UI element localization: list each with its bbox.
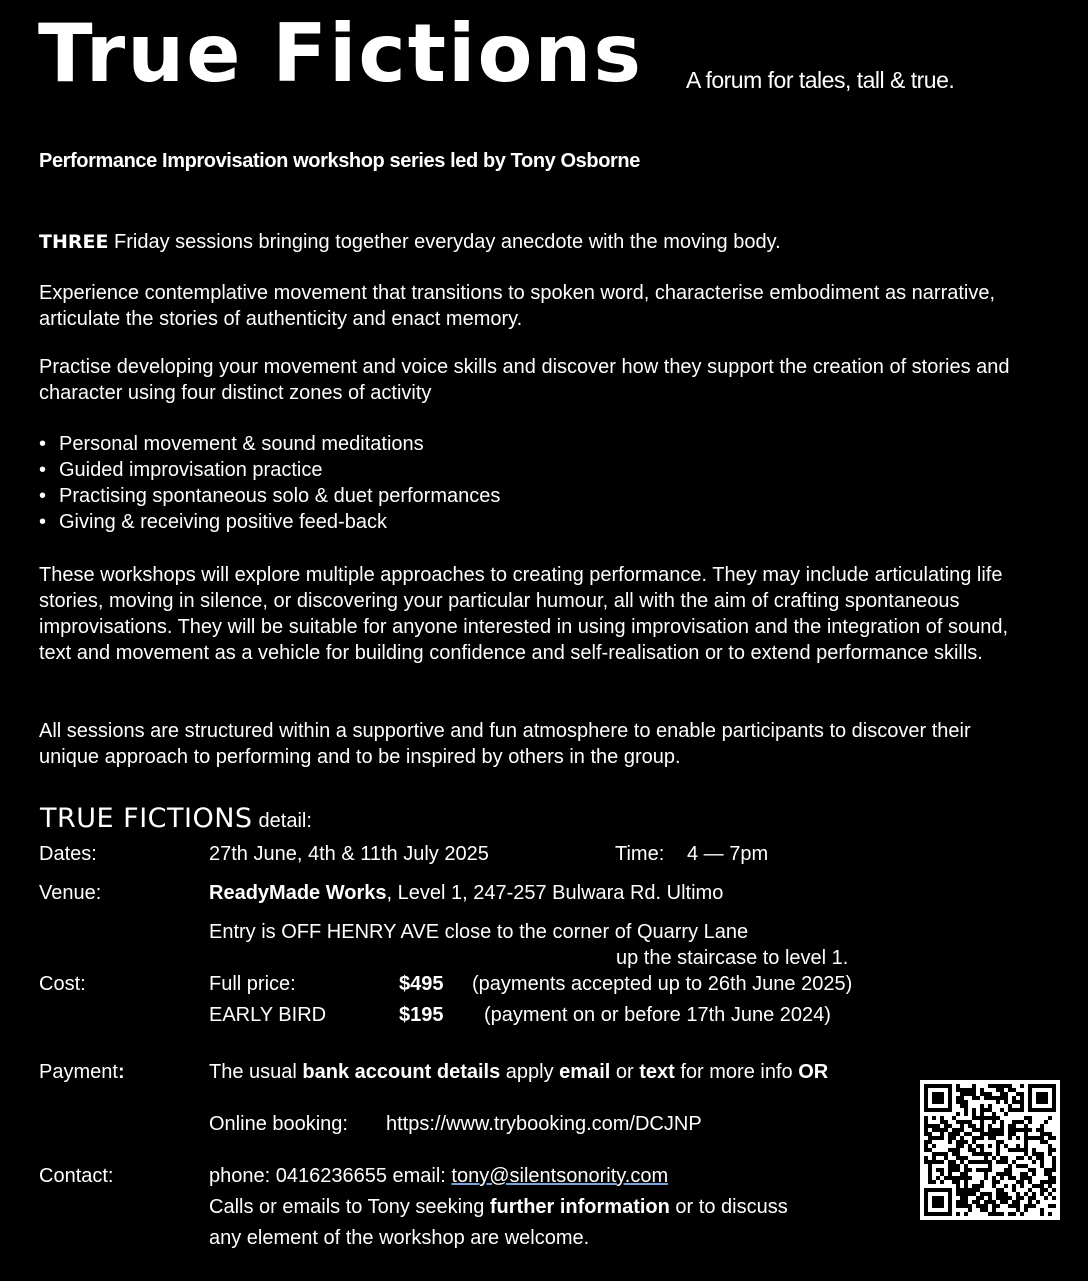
intro-lead-rest: Friday sessions bringing together everyday anecdote with the moving body. — [108, 231, 781, 253]
activity-list — [39, 431, 500, 535]
early-bird-label: EARLY BIRD — [209, 1004, 327, 1026]
online-booking-label: Online booking: — [209, 1113, 348, 1135]
payment-label — [39, 1059, 125, 1085]
full-price-value: $495 — [399, 973, 444, 995]
experience-paragraph: Experience contemplative movement that transitions to spoken word, characterise embodiment as narrative, articulate the stories of authenticity and enact memory. — [39, 282, 996, 330]
detail-heading — [40, 803, 312, 834]
calls-line-2: any element of the workshop are welcome. — [209, 1227, 590, 1249]
practise-paragraph: Practise developing your movement and voice skills and discover how they support the creation of stories and character using four distinct zones of activity — [39, 356, 1010, 404]
bank-account-details: bank account details — [302, 1061, 501, 1083]
intro-lead-word: THREE — [39, 231, 109, 253]
payment-email-word: email — [559, 1061, 611, 1083]
payment-label-text: Payment — [39, 1061, 118, 1083]
venue-value — [209, 880, 723, 906]
online-booking-link[interactable]: https://www.trybooking.com/DCJNP — [386, 1113, 702, 1135]
list-item: • Guided improvisation practice — [39, 457, 500, 483]
time-label: Time: — [615, 843, 665, 865]
calls-text-1: Calls or emails to Tony seeking — [209, 1196, 490, 1218]
sessions-paragraph: All sessions are structured within a supportive and fun atmosphere to enable participants to discover their unique approach to performing and to be inspired by others in the group. — [39, 720, 971, 768]
further-information: further information — [489, 1196, 670, 1218]
email-link[interactable]: tony@silentsonority.com — [451, 1165, 669, 1187]
venue-address: , Level 1, 247-257 Bulwara Rd. Ultimo — [386, 882, 724, 904]
payment-text-word: text — [639, 1061, 675, 1083]
intro-paragraph — [39, 229, 1019, 255]
page-title: True Fictions — [38, 7, 643, 100]
detail-heading-small: detail: — [258, 810, 312, 832]
venue-label: Venue: — [39, 882, 102, 904]
payment-text-7: for more info — [674, 1061, 799, 1083]
cost-label: Cost: — [39, 973, 86, 995]
calls-text-3: or to discuss — [669, 1196, 788, 1218]
time-value: 4 — 7pm — [687, 843, 769, 865]
list-item: • Practising spontaneous solo & duet performances — [39, 483, 500, 509]
entry-line-1: Entry is OFF HENRY AVE close to the corner of Quarry Lane — [209, 921, 749, 943]
workshops-paragraph: These workshops will explore multiple approaches to creating performance. They may include articulating life stories, moving in silence, or discovering your particular humour, all with the aim of crafting spontaneous improvisations. They will be suitable for anyone interested in using improvisation and the integration of sound, text and movement as a vehicle for building confidence and self-realisation or to extend performance skills. — [39, 564, 1009, 664]
qr-code-icon[interactable] — [920, 1080, 1060, 1220]
venue-name: ReadyMade Works — [209, 882, 387, 904]
list-item: • Personal movement & sound meditations — [39, 431, 500, 457]
payment-text-3: apply — [500, 1061, 560, 1083]
dates-label: Dates: — [39, 843, 97, 865]
contact-line — [209, 1163, 668, 1189]
detail-heading-big: TRUE FICTIONS — [40, 803, 253, 834]
payment-text-5: or — [610, 1061, 640, 1083]
calls-line — [209, 1194, 788, 1220]
full-price-label: Full price: — [209, 973, 296, 995]
payment-text-1: The usual — [209, 1061, 303, 1083]
dates-value: 27th June, 4th & 11th July 2025 — [209, 843, 489, 865]
payment-label-colon: : — [117, 1061, 125, 1083]
tagline: A forum for tales, tall & true. — [686, 67, 955, 93]
early-bird-price: $195 — [399, 1004, 444, 1026]
contact-label: Contact: — [39, 1165, 114, 1187]
payment-text — [209, 1059, 828, 1085]
entry-line-2: up the staircase to level 1. — [616, 947, 849, 969]
contact-phone: phone: 0416236655 email: — [209, 1165, 452, 1187]
full-price-note: (payments accepted up to 26th June 2025) — [472, 973, 853, 995]
workshop-subtitle: Performance Improvisation workshop series led by Tony Osborne — [39, 150, 640, 172]
list-item: • Giving & receiving positive feed-back — [39, 509, 500, 535]
early-bird-note: (payment on or before 17th June 2024) — [484, 1004, 831, 1026]
payment-or: OR — [798, 1061, 829, 1083]
